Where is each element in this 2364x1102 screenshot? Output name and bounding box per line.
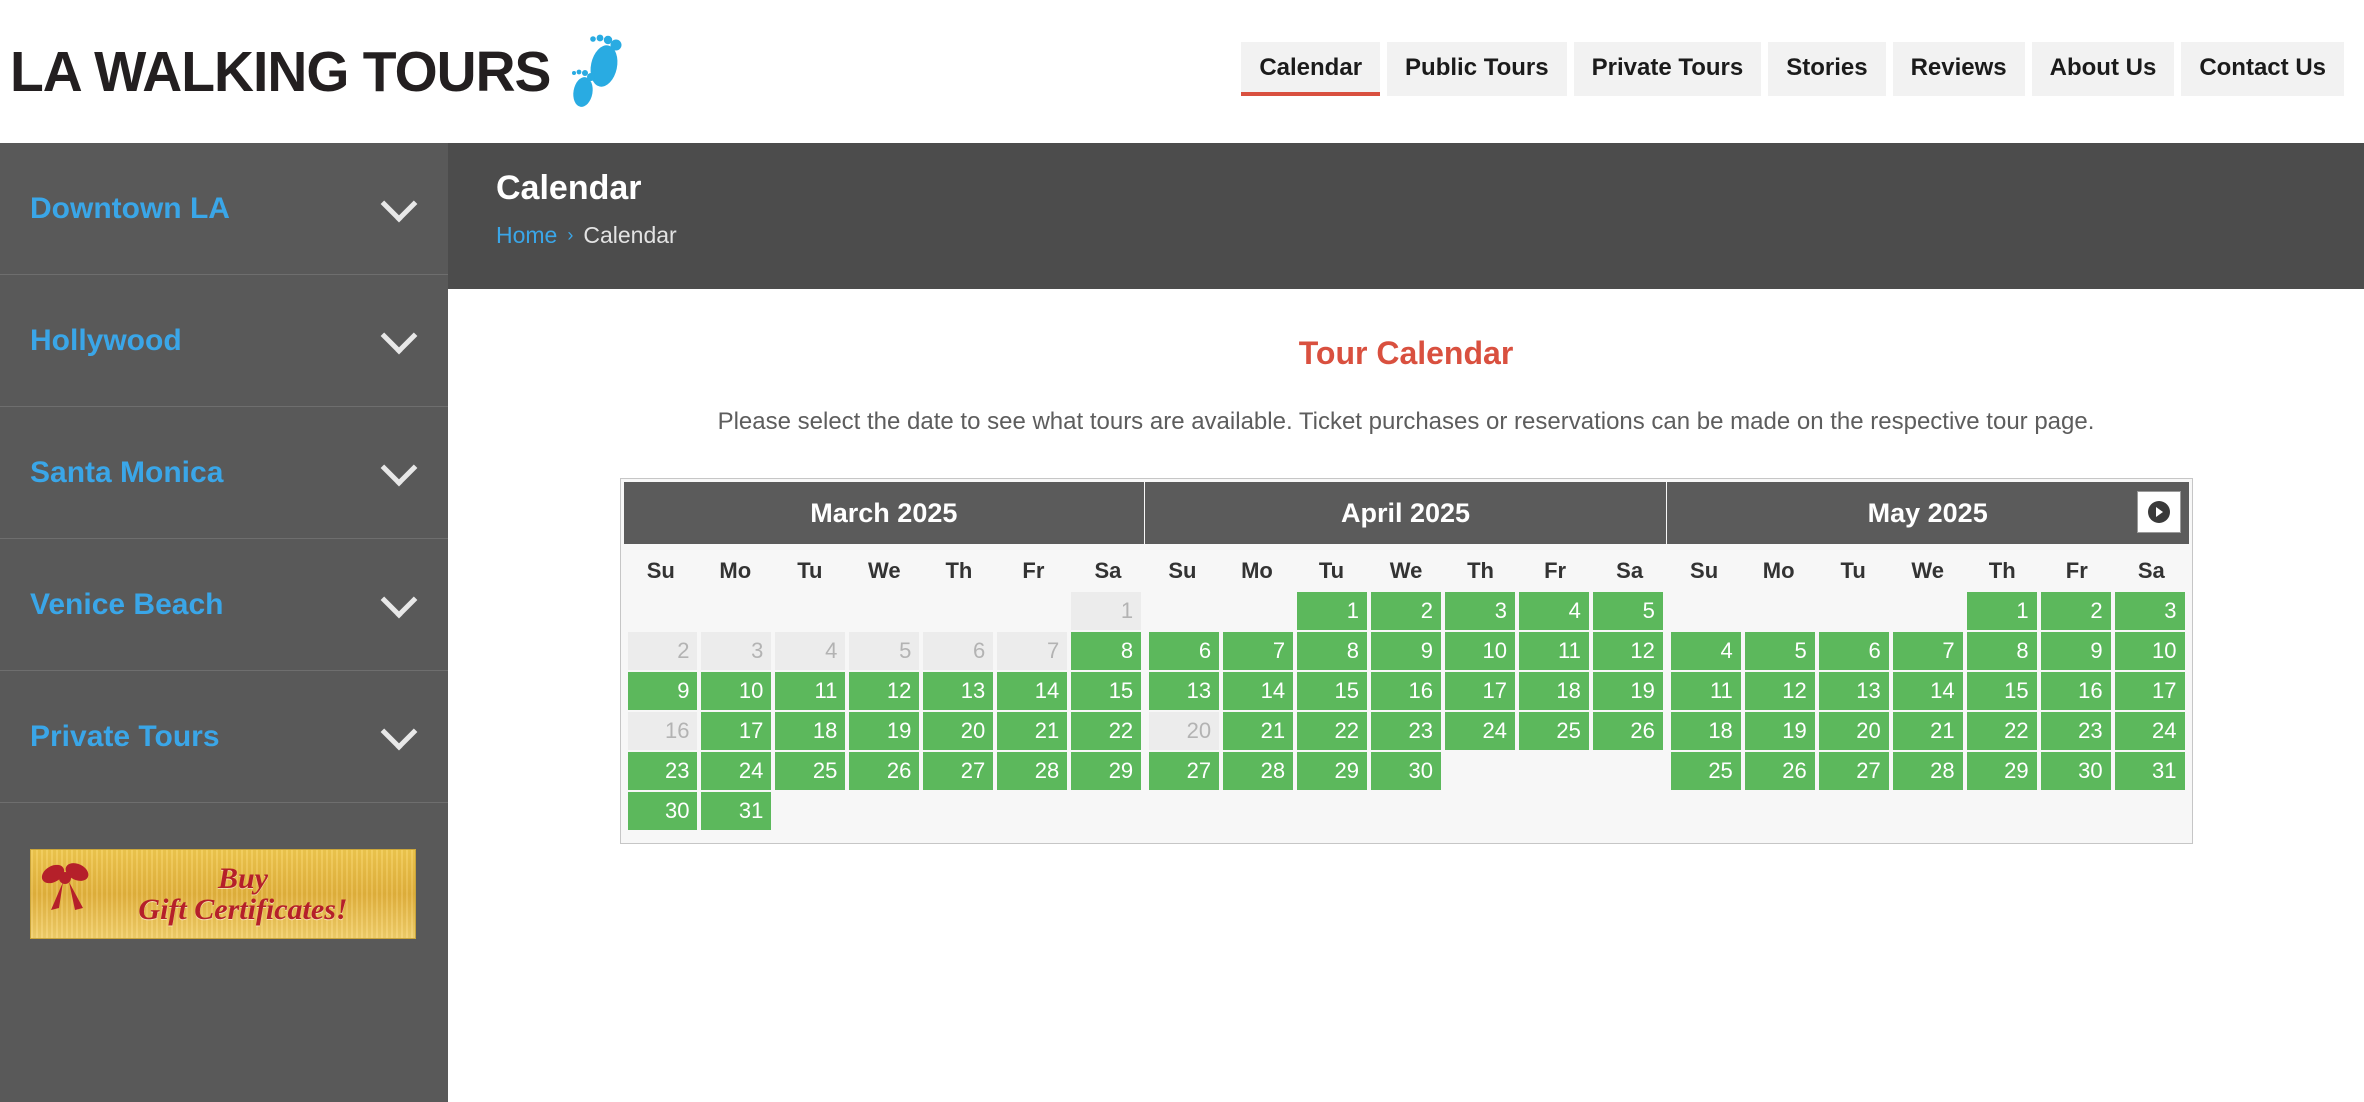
calendar-dow-label: Tu bbox=[797, 558, 823, 583]
calendar-weeks bbox=[1145, 592, 1667, 840]
calendar-day-available[interactable]: 16 bbox=[2041, 672, 2111, 710]
calendar-day-available[interactable]: 18 bbox=[775, 712, 845, 750]
calendar-day-available[interactable]: 13 bbox=[1819, 672, 1889, 710]
calendar-dow-label: Mo bbox=[1762, 558, 1795, 583]
calendar-week-row bbox=[626, 632, 1144, 670]
calendar-months bbox=[624, 482, 2189, 840]
calendar-day-available[interactable]: 17 bbox=[2115, 672, 2185, 710]
calendar-day-available[interactable]: 11 bbox=[1519, 632, 1589, 670]
calendar-day-empty bbox=[1297, 792, 1367, 830]
sidebar-promo bbox=[0, 803, 448, 939]
calendar-week-row bbox=[1669, 592, 2187, 630]
calendar-day-available[interactable]: 3 bbox=[1445, 592, 1515, 630]
calendar-dow-label: We bbox=[868, 558, 901, 583]
calendar-day-available[interactable]: 1 bbox=[1967, 592, 2037, 630]
site-header bbox=[0, 0, 2364, 143]
calendar-day-empty bbox=[1745, 792, 1815, 830]
sidebar-item-private-tours[interactable] bbox=[0, 671, 448, 803]
nav-item-contact-us[interactable]: Contact Us bbox=[2181, 42, 2344, 96]
calendar-day-available[interactable]: 1 bbox=[1297, 592, 1367, 630]
calendar-day-available[interactable]: 9 bbox=[2041, 632, 2111, 670]
calendar-dow-label: Fr bbox=[1022, 558, 1045, 583]
calendar-day-available[interactable]: 6 bbox=[1149, 632, 1219, 670]
sidebar-item-label: Hollywood bbox=[30, 323, 182, 357]
calendar-day-available[interactable]: 12 bbox=[849, 672, 919, 710]
calendar-day-empty bbox=[1371, 792, 1441, 830]
calendar-day-available[interactable]: 24 bbox=[701, 752, 771, 790]
calendar-dow-row bbox=[1667, 544, 2189, 592]
breadcrumb-current: Calendar bbox=[583, 222, 677, 248]
nav-item-calendar[interactable]: Calendar bbox=[1241, 42, 1380, 96]
calendar-day-available[interactable]: 10 bbox=[701, 672, 771, 710]
calendar-day-available[interactable]: 17 bbox=[701, 712, 771, 750]
nav-item-reviews[interactable]: Reviews bbox=[1893, 42, 2025, 96]
calendar-day-available[interactable]: 14 bbox=[1223, 672, 1293, 710]
calendar-day-available[interactable]: 15 bbox=[1967, 672, 2037, 710]
calendar-day-available[interactable]: 28 bbox=[1223, 752, 1293, 790]
calendar-day-available[interactable]: 29 bbox=[1967, 752, 2037, 790]
chevron-down-icon bbox=[381, 317, 418, 354]
calendar-day-empty bbox=[849, 592, 919, 630]
calendar-dow-label: We bbox=[1389, 558, 1423, 583]
calendar-day-available[interactable]: 13 bbox=[923, 672, 993, 710]
gift-banner-text bbox=[98, 863, 347, 926]
calendar-week-row bbox=[1147, 712, 1665, 750]
calendar-day-available[interactable]: 23 bbox=[2041, 712, 2111, 750]
calendar-day-empty bbox=[1593, 792, 1663, 830]
calendar-day-available[interactable]: 15 bbox=[1071, 672, 1141, 710]
calendar-day-empty bbox=[775, 592, 845, 630]
calendar-dow-label: Tu bbox=[1840, 558, 1866, 583]
calendar-day-available[interactable]: 22 bbox=[1297, 712, 1367, 750]
play-next-icon bbox=[2148, 501, 2170, 523]
gift-certificates-banner[interactable] bbox=[30, 849, 416, 939]
calendar-day-available[interactable]: 31 bbox=[701, 792, 771, 830]
sidebar-item-label: Santa Monica bbox=[30, 455, 224, 489]
calendar-dow-label: Tu bbox=[1318, 558, 1345, 583]
calendar-week-row bbox=[1147, 632, 1665, 670]
calendar-day-available[interactable]: 26 bbox=[849, 752, 919, 790]
calendar-day-available[interactable]: 21 bbox=[1223, 712, 1293, 750]
site-logo[interactable] bbox=[10, 32, 623, 112]
calendar-day-empty bbox=[1519, 792, 1589, 830]
calendar-day-available[interactable]: 23 bbox=[1371, 712, 1441, 750]
calendar-week-row bbox=[1669, 632, 2187, 670]
calendar-day-available[interactable]: 27 bbox=[1149, 752, 1219, 790]
calendar-day-empty bbox=[1149, 592, 1219, 630]
calendar-day-available[interactable]: 28 bbox=[1893, 752, 1963, 790]
calendar-week-row bbox=[1147, 752, 1665, 790]
calendar-day-available[interactable]: 27 bbox=[1819, 752, 1889, 790]
calendar-week-row bbox=[1669, 672, 2187, 710]
calendar-day-empty bbox=[1967, 792, 2037, 830]
calendar-day-available[interactable]: 3 bbox=[2115, 592, 2185, 630]
calendar-week-row bbox=[626, 712, 1144, 750]
calendar-dow-label: Th bbox=[945, 558, 973, 583]
calendar-dow-label: Sa bbox=[1616, 558, 1644, 583]
sidebar-item-label: Downtown LA bbox=[30, 191, 230, 225]
calendar-week-row bbox=[626, 672, 1144, 710]
sidebar-item-label: Venice Beach bbox=[30, 587, 224, 621]
calendar-day-available[interactable]: 30 bbox=[1371, 752, 1441, 790]
calendar-next-button[interactable] bbox=[2137, 491, 2181, 533]
nav-item-private-tours[interactable]: Private Tours bbox=[1574, 42, 1762, 96]
breadcrumb bbox=[496, 222, 2364, 249]
calendar-day-empty bbox=[1445, 752, 1515, 790]
calendar-month bbox=[1667, 482, 2189, 840]
footprints-icon bbox=[571, 32, 623, 112]
page-title: Calendar bbox=[496, 169, 642, 207]
calendar-day-available[interactable]: 26 bbox=[1593, 712, 1663, 750]
calendar-day-available[interactable]: 18 bbox=[1519, 672, 1589, 710]
calendar-dow-label: Fr bbox=[2065, 558, 2088, 583]
calendar-day-available[interactable]: 21 bbox=[997, 712, 1067, 750]
sidebar-item-hollywood[interactable] bbox=[0, 275, 448, 407]
calendar-day-available[interactable]: 31 bbox=[2115, 752, 2185, 790]
calendar-day-available[interactable]: 10 bbox=[2115, 632, 2185, 670]
nav-item-stories[interactable]: Stories bbox=[1768, 42, 1885, 96]
calendar-dow-row bbox=[624, 544, 1146, 592]
calendar-day-empty bbox=[849, 792, 919, 830]
calendar-day-empty bbox=[1149, 792, 1219, 830]
calendar-day-available[interactable]: 30 bbox=[628, 792, 698, 830]
gift-bow-icon bbox=[37, 858, 97, 918]
calendar-dow-label: Su bbox=[1690, 558, 1719, 583]
chevron-down-icon bbox=[381, 449, 418, 486]
calendar-day-available[interactable]: 14 bbox=[1893, 672, 1963, 710]
calendar-month-title: March 2025 bbox=[624, 482, 1146, 544]
calendar-day-unavailable: 1 bbox=[1071, 592, 1141, 630]
calendar-day-available[interactable]: 30 bbox=[2041, 752, 2111, 790]
breadcrumb-separator-icon: › bbox=[567, 225, 574, 245]
calendar-day-empty bbox=[1819, 792, 1889, 830]
calendar-week-row bbox=[1669, 752, 2187, 790]
calendar-dow-row bbox=[1145, 544, 1667, 592]
calendar-week-row bbox=[1669, 712, 2187, 750]
calendar-dow-label: Th bbox=[1988, 558, 2016, 583]
calendar-day-empty bbox=[1671, 792, 1741, 830]
calendar-day-available[interactable]: 13 bbox=[1149, 672, 1219, 710]
calendar-day-available[interactable]: 15 bbox=[1297, 672, 1367, 710]
calendar-day-available[interactable]: 22 bbox=[1071, 712, 1141, 750]
calendar-day-available[interactable]: 16 bbox=[1371, 672, 1441, 710]
calendar-day-empty bbox=[1893, 792, 1963, 830]
calendar-section bbox=[448, 289, 2364, 844]
calendar-month bbox=[1145, 482, 1667, 840]
calendar-day-available[interactable]: 4 bbox=[1671, 632, 1741, 670]
chevron-down-icon bbox=[381, 185, 418, 222]
calendar-day-empty bbox=[1593, 752, 1663, 790]
calendar-day-available[interactable]: 17 bbox=[1445, 672, 1515, 710]
chevron-down-icon bbox=[381, 713, 418, 750]
calendar-weeks bbox=[624, 592, 1146, 840]
calendar-day-empty bbox=[997, 792, 1067, 830]
calendar-day-available[interactable]: 23 bbox=[628, 752, 698, 790]
calendar-day-available[interactable]: 27 bbox=[923, 752, 993, 790]
sidebar-item-venice-beach[interactable] bbox=[0, 539, 448, 671]
calendar-day-available[interactable]: 14 bbox=[997, 672, 1067, 710]
calendar-day-available[interactable]: 12 bbox=[1745, 672, 1815, 710]
calendar-day-available[interactable]: 9 bbox=[628, 672, 698, 710]
calendar-day-available[interactable]: 20 bbox=[923, 712, 993, 750]
calendar-day-empty bbox=[1223, 592, 1293, 630]
calendar-day-empty bbox=[701, 592, 771, 630]
calendar-day-available[interactable]: 7 bbox=[1893, 632, 1963, 670]
calendar-weeks bbox=[1667, 592, 2189, 840]
calendar-day-available[interactable]: 29 bbox=[1071, 752, 1141, 790]
calendar-week-row bbox=[1147, 672, 1665, 710]
calendar-day-available[interactable]: 22 bbox=[1967, 712, 2037, 750]
calendar-day-empty bbox=[1071, 792, 1141, 830]
nav-item-about-us[interactable]: About Us bbox=[2032, 42, 2175, 96]
nav-item-public-tours[interactable]: Public Tours bbox=[1387, 42, 1567, 96]
calendar-month-title: April 2025 bbox=[1145, 482, 1667, 544]
calendar-day-available[interactable]: 25 bbox=[1671, 752, 1741, 790]
calendar-day-available[interactable]: 11 bbox=[1671, 672, 1741, 710]
calendar-day-empty bbox=[2041, 792, 2111, 830]
calendar-widget bbox=[620, 478, 2193, 844]
calendar-week-row bbox=[1147, 792, 1665, 830]
calendar-day-unavailable: 2 bbox=[628, 632, 698, 670]
gift-banner-line2: Gift Certificates! bbox=[138, 893, 348, 926]
calendar-day-available[interactable]: 8 bbox=[1071, 632, 1141, 670]
calendar-day-empty bbox=[628, 592, 698, 630]
logo-text: LA WALKING TOURS bbox=[10, 39, 551, 104]
calendar-day-empty bbox=[775, 792, 845, 830]
calendar-week-row bbox=[1669, 792, 2187, 830]
tour-calendar-subheading: Please select the date to see what tours are available. Ticket purchases or reservations can be made on the respective tour page. bbox=[717, 408, 2095, 435]
calendar-day-unavailable: 16 bbox=[628, 712, 698, 750]
calendar-dow-label: Su bbox=[646, 558, 675, 583]
calendar-day-available[interactable]: 25 bbox=[775, 752, 845, 790]
calendar-day-available[interactable]: 4 bbox=[1519, 592, 1589, 630]
calendar-dow-label: Mo bbox=[1241, 558, 1273, 583]
calendar-day-available[interactable]: 18 bbox=[1671, 712, 1741, 750]
calendar-week-row bbox=[626, 792, 1144, 830]
calendar-dow-label: Mo bbox=[719, 558, 752, 583]
calendar-dow-label: Su bbox=[1168, 558, 1197, 583]
calendar-day-available[interactable]: 25 bbox=[1519, 712, 1589, 750]
sidebar-item-downtown-la[interactable] bbox=[0, 143, 448, 275]
tour-calendar-heading: Tour Calendar bbox=[1298, 335, 1514, 371]
calendar-week-row bbox=[626, 752, 1144, 790]
calendar-day-unavailable: 5 bbox=[849, 632, 919, 670]
calendar-day-available[interactable]: 8 bbox=[1297, 632, 1367, 670]
main-nav bbox=[1241, 42, 2344, 102]
calendar-day-available[interactable]: 7 bbox=[1223, 632, 1293, 670]
calendar-day-available[interactable]: 2 bbox=[2041, 592, 2111, 630]
calendar-day-available[interactable]: 12 bbox=[1593, 632, 1663, 670]
calendar-day-unavailable: 6 bbox=[923, 632, 993, 670]
calendar-week-row bbox=[1147, 592, 1665, 630]
calendar-day-available[interactable]: 29 bbox=[1297, 752, 1367, 790]
main-content bbox=[448, 143, 2364, 1102]
calendar-day-empty bbox=[1893, 592, 1963, 630]
calendar-day-unavailable: 20 bbox=[1149, 712, 1219, 750]
calendar-day-available[interactable]: 21 bbox=[1893, 712, 1963, 750]
calendar-day-available[interactable]: 5 bbox=[1593, 592, 1663, 630]
calendar-day-available[interactable]: 2 bbox=[1371, 592, 1441, 630]
calendar-day-empty bbox=[923, 792, 993, 830]
calendar-day-empty bbox=[1819, 592, 1889, 630]
sidebar bbox=[0, 143, 448, 1102]
calendar-day-available[interactable]: 19 bbox=[1593, 672, 1663, 710]
calendar-day-available[interactable]: 24 bbox=[1445, 712, 1515, 750]
calendar-day-empty bbox=[1223, 792, 1293, 830]
sidebar-item-santa-monica[interactable] bbox=[0, 407, 448, 539]
calendar-day-empty bbox=[1745, 592, 1815, 630]
calendar-day-empty bbox=[1671, 592, 1741, 630]
calendar-day-available[interactable]: 8 bbox=[1967, 632, 2037, 670]
calendar-day-available[interactable]: 26 bbox=[1745, 752, 1815, 790]
calendar-day-unavailable: 3 bbox=[701, 632, 771, 670]
calendar-day-available[interactable]: 11 bbox=[775, 672, 845, 710]
page-header bbox=[448, 143, 2364, 289]
calendar-day-available[interactable]: 19 bbox=[849, 712, 919, 750]
calendar-day-unavailable: 7 bbox=[997, 632, 1067, 670]
calendar-day-unavailable: 4 bbox=[775, 632, 845, 670]
calendar-day-available[interactable]: 5 bbox=[1745, 632, 1815, 670]
calendar-day-empty bbox=[1445, 792, 1515, 830]
calendar-day-available[interactable]: 28 bbox=[997, 752, 1067, 790]
calendar-day-empty bbox=[997, 592, 1067, 630]
calendar-dow-label: We bbox=[1911, 558, 1944, 583]
calendar-day-available[interactable]: 9 bbox=[1371, 632, 1441, 670]
calendar-day-empty bbox=[923, 592, 993, 630]
sidebar-item-label: Private Tours bbox=[30, 719, 220, 753]
calendar-dow-label: Fr bbox=[1544, 558, 1567, 583]
calendar-day-available[interactable]: 24 bbox=[2115, 712, 2185, 750]
calendar-month bbox=[624, 482, 1146, 840]
calendar-month-title: May 2025 bbox=[1667, 482, 2189, 544]
calendar-dow-label: Sa bbox=[1094, 558, 1122, 583]
calendar-week-row bbox=[626, 592, 1144, 630]
calendar-day-available[interactable]: 19 bbox=[1745, 712, 1815, 750]
calendar-day-available[interactable]: 10 bbox=[1445, 632, 1515, 670]
calendar-dow-label: Sa bbox=[2137, 558, 2165, 583]
page-body bbox=[0, 143, 2364, 1102]
breadcrumb-home[interactable]: Home bbox=[496, 222, 558, 248]
calendar-day-empty bbox=[1519, 752, 1589, 790]
calendar-day-available[interactable]: 6 bbox=[1819, 632, 1889, 670]
gift-banner-line1: Buy bbox=[217, 861, 268, 895]
calendar-day-available[interactable]: 20 bbox=[1819, 712, 1889, 750]
calendar-dow-label: Th bbox=[1467, 558, 1494, 583]
calendar-day-empty bbox=[2115, 792, 2185, 830]
chevron-down-icon bbox=[381, 581, 418, 618]
